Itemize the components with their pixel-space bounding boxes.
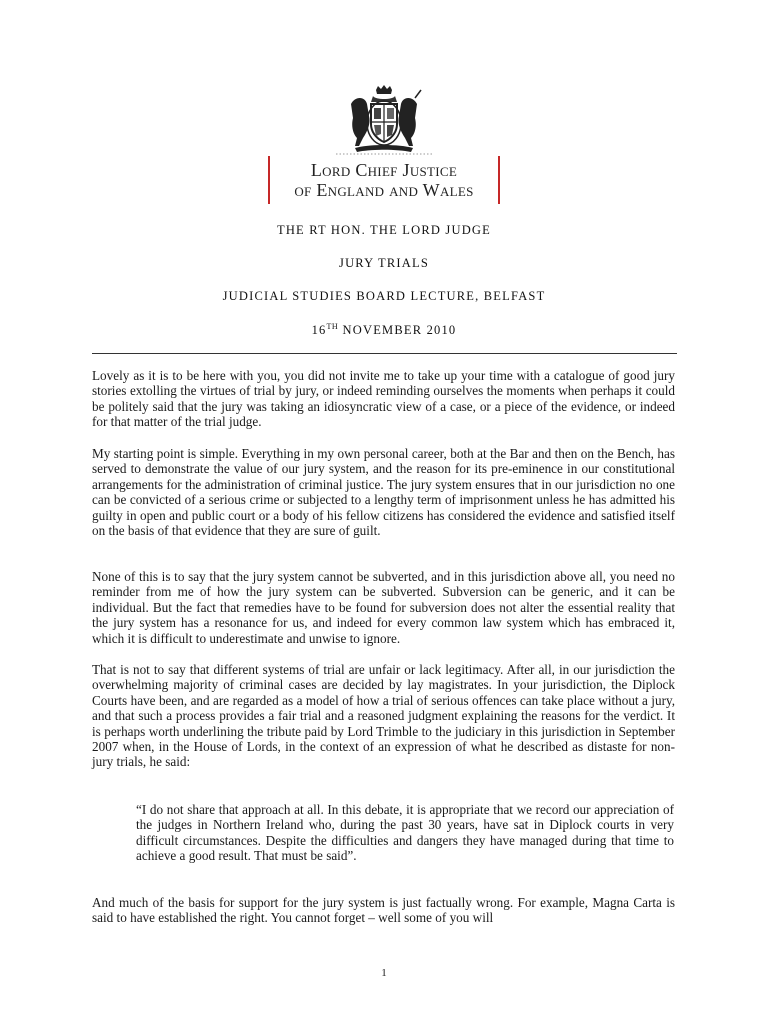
lecture-title: JURY TRIALS: [339, 256, 429, 270]
paragraph: My starting point is simple. Everything in my own personal career, both at the Bar and then on the Bench, has served to demonstrate the value of our jury system, and the reason for its pre-eminence in our constitutional arrangements for the administration of criminal justice. The jury system ensures that in our jurisdiction no one can be convicted of a serious crime or subjected to a lengthy term of imprisonment unless he has admitted his guilty in open and public court or a body of his fellow citizens has considered the evidence and satisfied itself on the basis of that evidence that they are sure of guilt.: [92, 446, 675, 539]
letterhead-title-line2: of England and Wales: [294, 180, 474, 200]
speaker-heading: THE RT HON. THE LORD JUDGE: [276, 223, 491, 237]
date-suffix: TH: [326, 322, 339, 331]
paragraph: Lovely as it is to be here with you, you did not invite me to take up your time with a catalogue of good jury stories extolling the virtues of trial by jury, or indeed reminding ourselves the moments when perhaps it could be politely said that the jury was taking an idiosyncratic view of a case, or a piece of the evidence, or indeed for that matter of the trial judge.: [92, 368, 675, 430]
date-heading: [0, 322, 768, 338]
letterhead-right-bar: [498, 156, 500, 204]
date-day: 16: [311, 323, 327, 338]
paragraph: And much of the basis for support for the jury system is just factually wrong. For example, Magna Carta is said to have established the right. You cannot forget – well some of you will: [92, 895, 675, 926]
letterhead: [268, 156, 500, 204]
event-heading: JUDICIAL STUDIES BOARD LECTURE, BELFAST: [222, 289, 546, 303]
letterhead-title-line1: Lord Chief Justice: [310, 160, 458, 180]
date-rest: NOVEMBER 2010: [342, 323, 457, 338]
horizontal-divider: [92, 353, 677, 354]
paragraph: None of this is to say that the jury system cannot be subverted, and in this jurisdiction above all, you need no reminder from me of how the jury system can be subverted. Subversion can be generic, and it can be individual. But the fact that remedies have to be found for subversion does not alter the essential reality that the jury system has a resonance for us, and indeed for every common law system which has embraced it, which it is difficult to underestimate and unwise to ignore.: [92, 569, 675, 646]
page-number: 1: [381, 967, 387, 979]
royal-coat-of-arms-icon: [345, 84, 423, 154]
paragraph: That is not to say that different systems of trial are unfair or lack legitimacy. After all, in our jurisdiction the overwhelming majority of criminal cases are decided by lay magistrates. In your jurisdiction, the Diplock Courts have been, and are regarded as a model of how a trial of serious offences can take place without a jury, and that such a process provides a fair trial and a reasoned judgment explaining the reasons for the verdict. It is perhaps worth underlining the tribute paid by Lord Trimble to the judiciary in this jurisdiction in September 2007 when, in the House of Lords, in the context of an expression of what he described as distaste for non-jury trials, he said:: [92, 662, 675, 770]
block-quote: “I do not share that approach at all. In this debate, it is appropriate that we record our appreciation of the judges in Northern Ireland who, during the past 30 years, have sat in Diplock courts in very difficult circumstances. Despite the difficulties and dangers they have managed during that time to achieve a good result. That must be said”.: [136, 802, 674, 864]
